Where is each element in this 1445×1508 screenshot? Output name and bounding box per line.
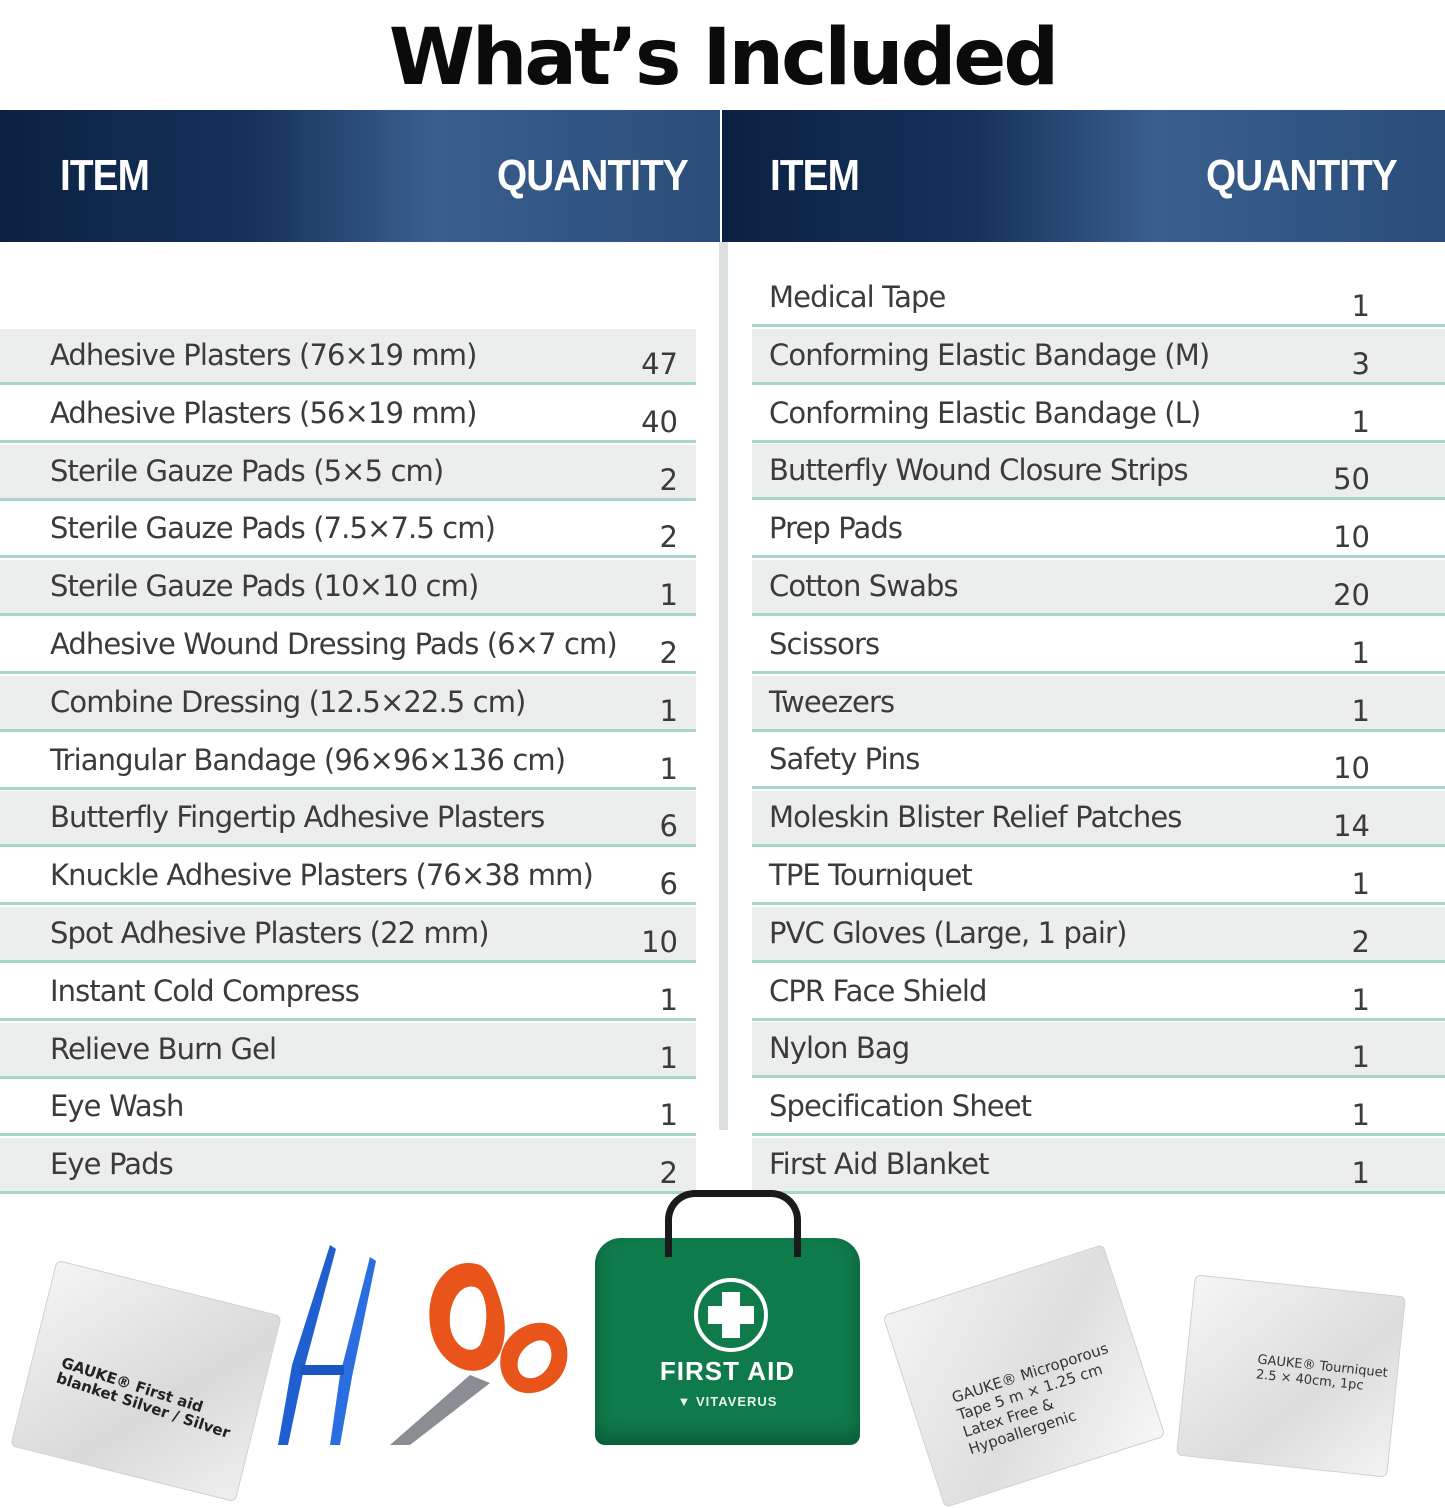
item-quantity: 2: [659, 636, 678, 670]
item-quantity: 1: [1351, 693, 1370, 728]
table-row: [752, 560, 1445, 616]
item-quantity: 1: [659, 578, 678, 613]
item-quantity: 2: [659, 1156, 678, 1191]
item-quantity: 20: [1333, 578, 1370, 612]
bag-brand: ▼ VITAVERUS: [677, 1394, 778, 1409]
table-row: [752, 618, 1445, 674]
item-name: Knuckle Adhesive Plasters (76×38 mm): [50, 858, 593, 893]
table-row: [0, 965, 696, 1021]
item-column-header: ITEM: [770, 151, 859, 200]
tourniquet-pack: [1176, 1274, 1406, 1477]
scissors-image: [330, 1245, 580, 1445]
item-name: Conforming Elastic Bandage (L): [769, 395, 1201, 430]
item-quantity: 14: [1333, 809, 1370, 844]
item-name: Specification Sheet: [769, 1089, 1032, 1124]
item-name: Moleskin Blister Relief Patches: [769, 800, 1182, 835]
item-quantity: 6: [659, 809, 678, 844]
table-row: [752, 965, 1445, 1021]
item-quantity: 1: [659, 751, 678, 786]
item-quantity: 40: [641, 404, 678, 439]
item-quantity: 1: [1351, 635, 1370, 670]
table-row: [0, 907, 696, 963]
item-column-header: ITEM: [60, 151, 149, 200]
item-name: Sterile Gauze Pads (10×10 cm): [50, 569, 479, 604]
item-quantity: 1: [1351, 404, 1370, 439]
table-row: [752, 733, 1445, 789]
item-quantity: 1: [1351, 867, 1370, 901]
microporous-tape-pack: [882, 1244, 1165, 1508]
item-name: Nylon Bag: [769, 1031, 910, 1066]
item-name: Safety Pins: [769, 742, 920, 777]
table-row: [0, 849, 696, 905]
table-row: [752, 271, 1445, 327]
table-row: [752, 791, 1445, 847]
item-quantity: 1: [659, 1098, 678, 1133]
item-name: Sterile Gauze Pads (5×5 cm): [50, 453, 444, 488]
table-row: [752, 1138, 1445, 1194]
item-quantity: 50: [1333, 462, 1370, 497]
item-quantity: 10: [1333, 520, 1370, 555]
item-quantity: 6: [659, 867, 678, 902]
table-row: [0, 734, 696, 790]
table-row: [0, 445, 696, 501]
table-row: [752, 502, 1445, 558]
table-header-right: [722, 110, 1445, 242]
item-name: Adhesive Plasters (76×19 mm): [50, 338, 477, 372]
item-name: Eye Pads: [50, 1147, 173, 1182]
item-quantity: 1: [1351, 982, 1370, 1017]
item-name: Eye Wash: [50, 1089, 184, 1124]
item-name: Butterfly Fingertip Adhesive Plasters: [50, 800, 545, 835]
table-row: [0, 387, 696, 443]
table-row: [752, 676, 1445, 732]
item-quantity: 1: [1351, 1040, 1370, 1075]
item-name: Medical Tape: [769, 280, 946, 314]
item-quantity: 2: [659, 520, 678, 555]
table-row: [0, 618, 696, 674]
item-name: Scissors: [769, 626, 880, 661]
first-aid-bag: [595, 1238, 860, 1445]
item-name: Cotton Swabs: [769, 569, 958, 603]
first-aid-blanket-pack: [10, 1260, 282, 1502]
item-quantity: 3: [1351, 346, 1370, 381]
item-name: Conforming Elastic Bandage (M): [769, 337, 1210, 372]
tape-pack-label: GAUKE® Microporous Tape 5 m × 1.25 cm Latex Free & Hypoallergenic: [949, 1339, 1111, 1459]
table-header-left: [0, 110, 720, 242]
item-name: Combine Dressing (12.5×22.5 cm): [50, 684, 526, 719]
item-quantity: 1: [659, 693, 678, 728]
item-name: Butterfly Wound Closure Strips: [769, 453, 1188, 488]
table-row: [0, 1138, 696, 1194]
first-aid-cross-icon: [694, 1278, 768, 1352]
table-row: [0, 560, 696, 616]
table-row: [752, 329, 1445, 385]
table-row: [752, 1080, 1445, 1136]
item-name: Tweezers: [769, 684, 895, 719]
item-quantity: 47: [641, 347, 678, 381]
page-title: What’s Included: [388, 13, 1057, 103]
item-quantity: 1: [1351, 289, 1370, 323]
item-quantity: 1: [1351, 1098, 1370, 1133]
table-row: [0, 1023, 696, 1079]
item-name: CPR Face Shield: [769, 973, 987, 1008]
bag-handle: [665, 1190, 801, 1257]
tourniquet-pack-label: GAUKE® Tourniquet 2.5 × 40cm, 1pc: [1255, 1352, 1389, 1394]
table-row: [0, 502, 696, 558]
item-quantity: 1: [1351, 1156, 1370, 1190]
item-name: Sterile Gauze Pads (7.5×7.5 cm): [50, 511, 495, 546]
table-row: [752, 387, 1445, 443]
item-name: Adhesive Plasters (56×19 mm): [50, 395, 477, 430]
table-row: [0, 791, 696, 847]
item-name: Adhesive Wound Dressing Pads (6×7 cm): [50, 627, 617, 661]
item-name: TPE Tourniquet: [769, 858, 972, 892]
item-name: Instant Cold Compress: [50, 973, 359, 1008]
bag-label: FIRST AID: [659, 1356, 796, 1386]
table-row: [0, 329, 696, 385]
table-row: [752, 907, 1445, 963]
item-name: Prep Pads: [769, 511, 903, 546]
item-quantity: 1: [659, 1040, 678, 1075]
table-row: [752, 444, 1445, 500]
item-quantity: 10: [1333, 751, 1370, 786]
item-quantity: 2: [1351, 924, 1370, 959]
quantity-column-header: QUANTITY: [1206, 151, 1397, 200]
item-quantity: 1: [659, 982, 678, 1017]
item-name: PVC Gloves (Large, 1 pair): [769, 915, 1127, 950]
table-row: [0, 676, 696, 732]
item-quantity: 10: [641, 925, 678, 959]
blanket-pack-label: GAUKE® First aid blanket Silver / Silver: [54, 1353, 233, 1442]
table-row: [752, 849, 1445, 905]
column-divider: [719, 242, 728, 1130]
table-row: [752, 1022, 1445, 1078]
quantity-column-header: QUANTITY: [497, 151, 688, 200]
item-quantity: 2: [659, 462, 678, 497]
item-name: Spot Adhesive Plasters (22 mm): [50, 916, 489, 950]
table-row: [0, 1080, 696, 1136]
item-name: Triangular Bandage (96×96×136 cm): [50, 742, 566, 777]
item-name: First Aid Blanket: [769, 1147, 989, 1181]
item-name: Relieve Burn Gel: [50, 1031, 277, 1066]
